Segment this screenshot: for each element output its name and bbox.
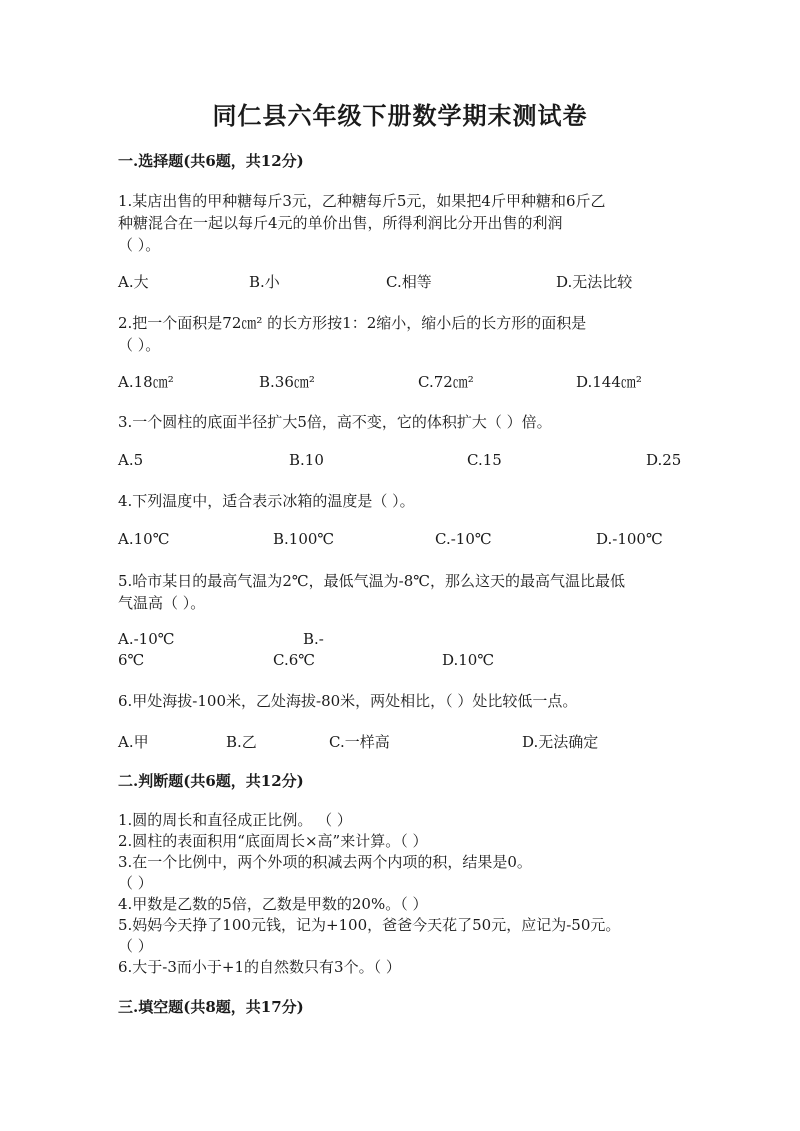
judgment-line-8: 6.大于-3而小于+1的自然数只有3个。（ ） bbox=[118, 958, 401, 976]
question-6-line-1: 6.甲处海拔-100米，乙处海拔-80米，两处相比，（ ）处比较低一点。 bbox=[118, 692, 578, 710]
question-5-option-a: A.-10℃ bbox=[118, 630, 175, 648]
question-5-option-d: D.10℃ bbox=[442, 651, 495, 669]
question-5-option-b-continued: 6℃ bbox=[118, 651, 145, 669]
question-1-option-a: A.大 bbox=[118, 273, 149, 291]
question-6-option-b: B.乙 bbox=[226, 733, 257, 751]
question-5-option-b: B.- bbox=[303, 630, 324, 648]
question-1-line-3: （ ）。 bbox=[118, 236, 161, 254]
judgment-line-7: （ ） bbox=[118, 937, 153, 955]
question-6-option-d: D.无法确定 bbox=[522, 733, 599, 751]
question-4-line-1: 4.下列温度中，适合表示冰箱的温度是（ ）。 bbox=[118, 492, 415, 510]
question-1-option-c: C.相等 bbox=[386, 273, 432, 291]
judgment-line-6: 5.妈妈今天挣了100元钱，记为+100，爸爸今天花了50元，应记为-50元。 bbox=[118, 916, 621, 934]
question-5-option-c: C.6℃ bbox=[273, 651, 316, 669]
judgment-line-1: 1.圆的周长和直径成正比例。 （ ） bbox=[118, 811, 352, 829]
question-1-line-1: 1.某店出售的甲种糖每斤3元，乙种糖每斤5元，如果把4斤甲种糖和6斤乙 bbox=[118, 192, 606, 210]
question-6-option-c: C.一样高 bbox=[329, 733, 390, 751]
question-1-option-d: D.无法比较 bbox=[556, 273, 633, 291]
judgment-line-5: 4.甲数是乙数的5倍，乙数是甲数的20%。（ ） bbox=[118, 895, 428, 913]
question-3-line-1: 3.一个圆柱的底面半径扩大5倍，高不变，它的体积扩大（ ）倍。 bbox=[118, 413, 552, 431]
question-5-line-1: 5.哈市某日的最高气温为2℃，最低气温为-8℃，那么这天的最高气温比最低 bbox=[118, 572, 626, 590]
question-3-option-a: A.5 bbox=[118, 451, 144, 469]
section-header-choice: 一.选择题(共6题，共12分) bbox=[118, 152, 304, 170]
question-3-option-d: D.25 bbox=[646, 451, 682, 469]
question-2-line-1: 2.把一个面积是72㎝² 的长方形按1：2缩小，缩小后的长方形的面积是 bbox=[118, 314, 587, 332]
page-title: 同仁县六年级下册数学期末测试卷 bbox=[212, 101, 588, 130]
question-2-option-d: D.144㎝² bbox=[576, 373, 642, 391]
section-header-judgment: 二.判断题(共6题，共12分) bbox=[118, 772, 304, 790]
question-6-option-a: A.甲 bbox=[118, 733, 149, 751]
question-1-option-b: B.小 bbox=[249, 273, 280, 291]
question-5-line-2: 气温高（ ）。 bbox=[118, 594, 206, 612]
question-2-option-b: B.36㎝² bbox=[259, 373, 315, 391]
question-4-option-c: C.-10℃ bbox=[435, 530, 492, 548]
question-4-option-a: A.10℃ bbox=[118, 530, 170, 548]
question-1-line-2: 种糖混合在一起以每斤4元的单价出售，所得利润比分开出售的利润 bbox=[118, 214, 563, 232]
question-2-line-2: （ ）。 bbox=[118, 336, 161, 354]
section-header-fill-in: 三.填空题(共8题，共17分) bbox=[118, 998, 304, 1016]
judgment-line-2: 2.圆柱的表面积用“底面周长×高”来计算。（ ） bbox=[118, 832, 428, 850]
judgment-line-4: （ ） bbox=[118, 874, 153, 892]
question-2-option-a: A.18㎝² bbox=[118, 373, 174, 391]
question-4-option-d: D.-100℃ bbox=[596, 530, 663, 548]
question-3-option-c: C.15 bbox=[467, 451, 502, 469]
question-3-option-b: B.10 bbox=[289, 451, 324, 469]
question-2-option-c: C.72㎝² bbox=[418, 373, 474, 391]
judgment-line-3: 3.在一个比例中，两个外项的积减去两个内项的积，结果是0。 bbox=[118, 853, 532, 871]
question-4-option-b: B.100℃ bbox=[273, 530, 335, 548]
